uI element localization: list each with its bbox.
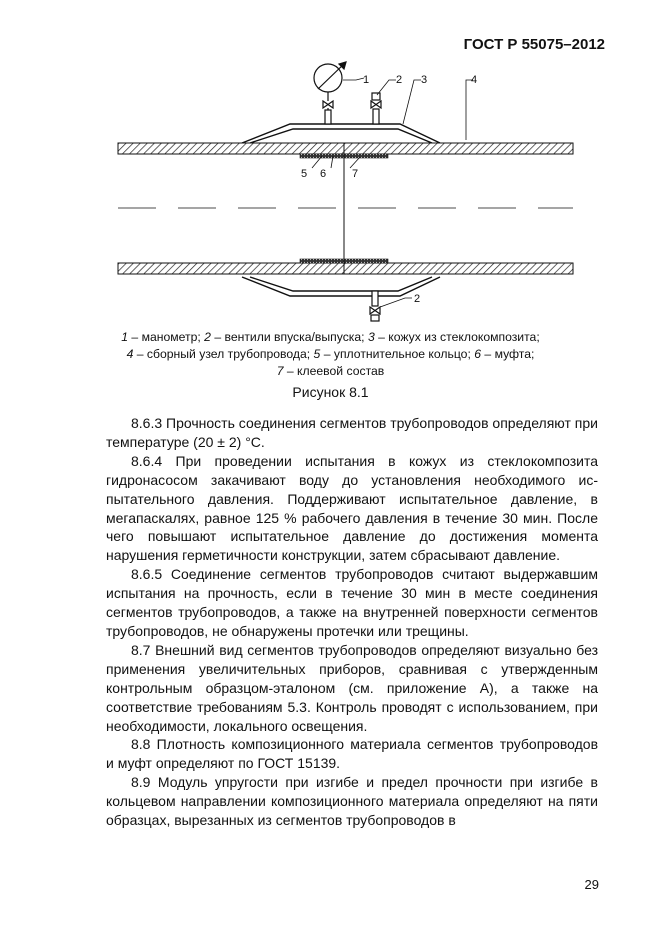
legend-num: 1: [121, 330, 129, 344]
figure-8-1: [0, 60, 661, 325]
pipe-joint-diagram: [0, 60, 661, 325]
legend-text: – муфта;: [481, 347, 535, 361]
legend-text: – манометр;: [128, 330, 205, 344]
legend-text: – вентили впуска/выпуска;: [210, 330, 368, 344]
legend-num: 6: [474, 347, 482, 361]
paragraph-8-6-5: 8.6.5 Соединение сегментов трубопроводов считают выдержавшим испытания на прочность, если в течение 30 мин в месте соединения сегментов трубопроводов, а также на внутренней поверхности сегментов трубопроводов, не обнаружены протечки или трещины.: [106, 566, 598, 639]
callout-3: 3: [421, 74, 428, 86]
legend-line-2: [60, 346, 601, 363]
figure-legend: [60, 329, 601, 380]
callout-7: 7: [352, 168, 359, 180]
manometer-icon: [314, 62, 346, 124]
pipe-wall-bottom: [118, 263, 573, 274]
legend-text: – клеевой состав: [283, 364, 385, 378]
paragraph-8-9: 8.9 Модуль упругости при изгибе и предел прочности при изгибе в кольцевом направлении композиционного материала определяют на пяти образцах, вырезанных из сегментов трубопроводов в: [106, 774, 598, 829]
legend-num: 7: [276, 364, 284, 378]
paragraph-8-7: 8.7 Внешний вид сегментов трубопроводов определяют визуально без применения увеличительных приборов, сравнивая с утвержденным контрольным образцом-эталоном (см. приложение А), а также на соответствие требованиям 5.3. Контроль проводят с использованием, при необходимости, локального освещения.: [106, 641, 598, 734]
body-text: [106, 414, 598, 830]
paragraph-8-8: 8.8 Плотность композиционного материала сегментов трубопроводов и муфт определяют по ГОСТ 15139.: [106, 736, 598, 772]
figure-caption: Рисунок 8.1: [292, 384, 369, 400]
callout-5: 5: [301, 168, 308, 180]
legend-line-3: [60, 363, 601, 380]
callout-1: 1: [363, 74, 370, 86]
legend-text: – кожух из стеклокомпозита;: [374, 330, 540, 344]
inlet-valve-icon: [371, 93, 381, 124]
outlet-valve-icon: [370, 291, 380, 321]
page-number: 29: [584, 877, 599, 892]
document-header: ГОСТ Р 55075–2012: [463, 36, 605, 53]
legend-text: – сборный узел трубопровода;: [133, 347, 314, 361]
callout-6: 6: [320, 168, 327, 180]
legend-num: 3: [367, 330, 375, 344]
callout-2-bottom: 2: [414, 293, 421, 305]
paragraph-8-6-3: 8.6.3 Прочность соединения сегментов трубопроводов определяют при температуре (20 ± 2) °С.: [106, 415, 598, 450]
legend-text: – уплотнительное кольцо;: [320, 347, 475, 361]
callout-4: 4: [471, 74, 478, 86]
legend-num: 5: [313, 347, 321, 361]
legend-num: 2: [204, 330, 211, 344]
paragraph-8-6-4: 8.6.4 При проведении испытания в кожух из стеклокомпозита гидронасосом закачивают воду до установления необходимого испытательного давления. Поддерживают испытательное давление, в мегапаскалях, равное 125 % рабочего давления в течение 30 мин. После чего повышают испытательное давление до достижения момента нарушения герметичности конструкции, затем сбрасывают давление.: [106, 452, 598, 564]
callout-2: 2: [396, 74, 403, 86]
pipe-wall-top: [118, 143, 573, 154]
legend-num: 4: [126, 347, 134, 361]
legend-line-1: [60, 329, 601, 346]
